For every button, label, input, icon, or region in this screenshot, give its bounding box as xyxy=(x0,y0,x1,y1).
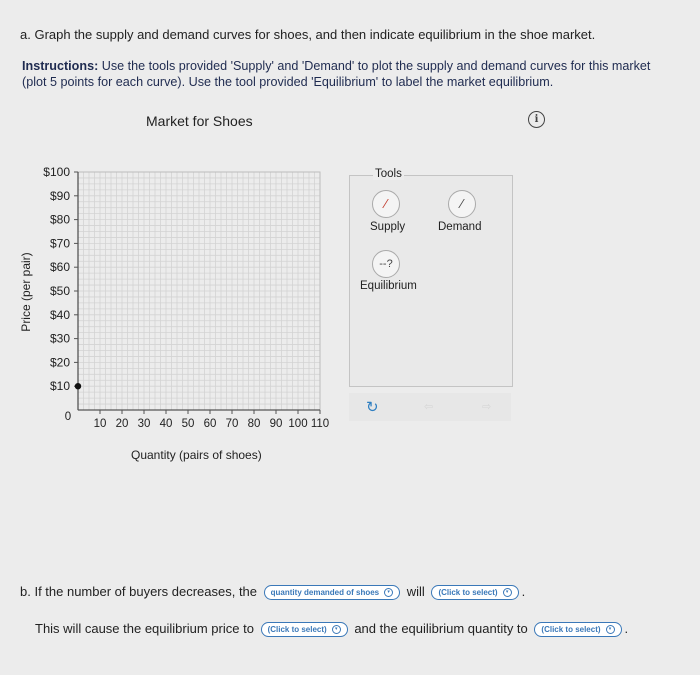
y-tick-label: $60 xyxy=(49,260,70,275)
demand-tool-button[interactable] xyxy=(448,190,476,218)
chart-title: Market for Shoes xyxy=(146,113,253,129)
y-tick-label: $100 xyxy=(43,165,70,179)
question-b-end: . xyxy=(521,584,526,599)
select-value: (Click to select) xyxy=(267,625,327,635)
origin-label: 0 xyxy=(64,411,72,423)
chevron-down-icon: ▾ xyxy=(606,625,615,634)
y-tick-label: $90 xyxy=(49,188,70,203)
select-equilibrium-price[interactable] xyxy=(261,622,348,637)
x-tick-label: 40 xyxy=(159,418,173,430)
x-tick-label: 70 xyxy=(225,418,239,430)
x-tick-label: 90 xyxy=(269,418,283,430)
tools-title: Tools xyxy=(375,168,402,180)
x-tick-label: 30 xyxy=(137,418,151,430)
y-tick-label: $50 xyxy=(49,284,70,298)
graph-area[interactable] xyxy=(0,150,345,440)
redo-icon[interactable]: ⇨ xyxy=(482,401,492,413)
y-tick-label: $10 xyxy=(49,379,70,394)
y-tick-label: $70 xyxy=(49,236,70,251)
select-value: (Click to select) xyxy=(541,625,601,635)
plotted-points[interactable] xyxy=(75,383,81,389)
demand-tool-label[interactable]: Demand xyxy=(438,221,482,233)
undo-icon[interactable]: ⇦ xyxy=(424,401,434,413)
instructions-text: Use the tools provided 'Supply' and 'Demand' to plot the supply and demand curves for this market (plot 5 points for each curve). Use the tool provided 'Equilibrium' to label the market equilibrium. xyxy=(22,59,651,89)
select-equilibrium-quantity[interactable] xyxy=(534,622,621,637)
instructions-label: Instructions: xyxy=(22,59,99,73)
y-tick-labels xyxy=(43,165,78,393)
supply-tool-label[interactable]: Supply xyxy=(370,221,406,233)
y-axis-label: Price (per pair) xyxy=(19,252,33,332)
reset-icon[interactable]: ↻ xyxy=(366,399,379,416)
grid xyxy=(78,172,320,410)
data-point[interactable] xyxy=(75,383,81,389)
y-tick-label: $30 xyxy=(49,331,70,346)
supply-tool-button[interactable] xyxy=(372,190,400,218)
x-tick-label: 10 xyxy=(93,418,107,430)
x-tick-label: 100 xyxy=(288,418,308,430)
line-pencil-icon: ⁄ xyxy=(460,196,464,211)
question-b2-mid: and the equilibrium quantity to xyxy=(354,621,528,636)
x-tick-label: 110 xyxy=(310,418,330,430)
question-b-line1 xyxy=(20,584,525,600)
select-value: (Click to select) xyxy=(438,588,498,598)
x-axis-label: Quantity (pairs of shoes) xyxy=(131,448,262,462)
y-tick-label: $40 xyxy=(49,307,70,322)
question-b-mid: will xyxy=(406,584,425,599)
x-tick-label: 60 xyxy=(203,418,217,430)
x-tick-label: 80 xyxy=(247,418,261,430)
question-b-prefix: b. If the number of buyers decreases, the xyxy=(20,584,258,599)
point-label-icon: ‐‐? xyxy=(379,258,393,270)
line-pencil-icon: ⁄ xyxy=(384,196,388,211)
y-tick-label: $20 xyxy=(49,355,70,370)
chevron-down-icon: ▾ xyxy=(384,588,393,597)
x-tick-label: 20 xyxy=(115,418,129,430)
select-quantity-demanded[interactable] xyxy=(264,585,400,600)
question-a-text: a. Graph the supply and demand curves for shoes, and then indicate equilibrium in the shoe market. xyxy=(20,27,596,42)
chevron-down-icon: ▾ xyxy=(332,625,341,634)
question-b-line2 xyxy=(35,621,628,637)
instructions xyxy=(22,58,672,90)
x-tick-labels xyxy=(65,410,329,430)
y-tick-label: $80 xyxy=(49,212,70,227)
select-change-direction[interactable] xyxy=(431,585,518,600)
question-b2-prefix: This will cause the equilibrium price to xyxy=(35,621,254,636)
equilibrium-tool-button[interactable] xyxy=(372,250,400,278)
equilibrium-tool-label[interactable]: Equilibrium xyxy=(360,280,417,292)
select-value: quantity demanded of shoes xyxy=(270,588,380,598)
x-tick-label: 50 xyxy=(181,418,195,430)
info-icon[interactable]: i xyxy=(528,111,545,128)
question-b2-end: . xyxy=(624,621,629,636)
chevron-down-icon: ▾ xyxy=(503,588,512,597)
